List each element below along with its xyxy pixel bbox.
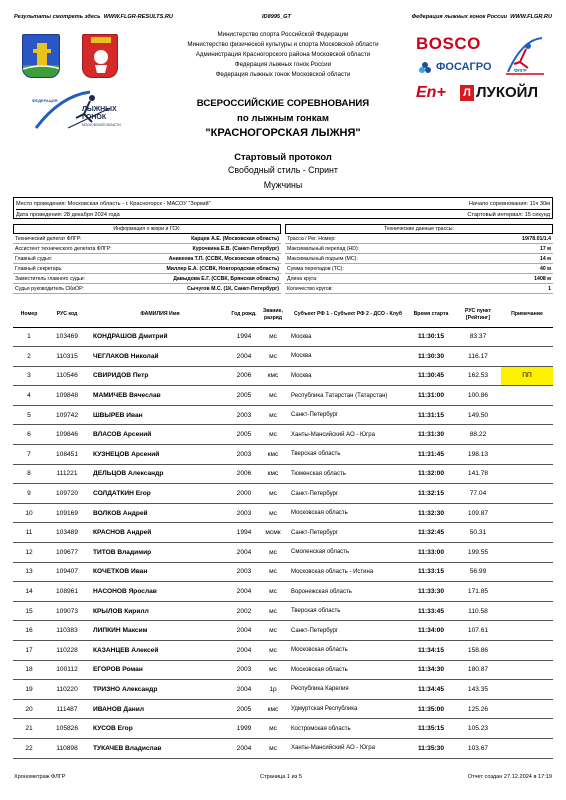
cell-rk: мс (257, 621, 289, 641)
track-header: Технические данные трассы: (285, 224, 553, 234)
cell-rk: мс (257, 562, 289, 582)
cell-name: ЕГОРОВ Роман (89, 660, 231, 680)
cell-reg: Москва (289, 366, 407, 386)
cell-p: 77.04 (455, 484, 501, 504)
jury-block (13, 224, 281, 294)
table-row (13, 405, 553, 425)
cell-rk: 1р (257, 680, 289, 700)
cell-rus: 108451 (45, 445, 89, 465)
cell-rus: 111487 (45, 699, 89, 719)
cell-reg: Московская область - Истина (289, 562, 407, 582)
cell-reg: Московская область (289, 503, 407, 523)
organizer-line: Министерство спорта Российской Федерации (217, 31, 349, 38)
cell-name: ВЛАСОВ Арсений (89, 425, 231, 445)
cell-n: 8 (13, 464, 45, 484)
cell-rk: кмс (257, 445, 289, 465)
cell-p: 100.86 (455, 386, 501, 406)
cell-note: ПП (501, 366, 553, 386)
jury-row: Судья руководитель СКиОР: Сычугов М.С. (1К, Санкт-Петербург) (15, 286, 279, 292)
cell-t: 11:31:30 (407, 425, 455, 445)
jury-row: Ассистент технического делегата ФЛГР: Курочкина Е.В. (Санкт-Петербург) (15, 246, 279, 252)
protocol-category: Мужчины (263, 180, 303, 190)
moscow-region-crest-logo (82, 34, 118, 78)
cell-note (501, 719, 553, 739)
cell-rk: кмс (257, 464, 289, 484)
col-header-year: Год рожд. (231, 303, 257, 327)
jury-row: Заместитель главного судьи: Давыдова Е.Г. (ССВК, Брянская область) (15, 276, 279, 282)
col-header-name: ФАМИЛИЯ Имя (89, 303, 231, 327)
cell-rus: 110228 (45, 641, 89, 661)
cell-t: 11:33:00 (407, 543, 455, 563)
cell-note (501, 405, 553, 425)
cell-rus: 109742 (45, 405, 89, 425)
table-row (13, 562, 553, 582)
cell-t: 11:34:15 (407, 641, 455, 661)
venue-date: Дата проведения: 28 декабря 2024 года (16, 212, 120, 218)
cell-p: 116.17 (455, 347, 501, 367)
cell-t: 11:31:15 (407, 405, 455, 425)
cell-note (501, 601, 553, 621)
cell-n: 17 (13, 641, 45, 661)
cell-yr: 2004 (231, 738, 257, 758)
track-row: Количество кругов: 1 (287, 286, 551, 292)
cell-rk: мс (257, 386, 289, 406)
cell-reg: Ханты-Мансийский АО - Югра (289, 738, 407, 758)
table-row (13, 464, 553, 484)
protocol-header (0, 150, 566, 193)
cell-rk: кмс (257, 366, 289, 386)
cell-p: 50.31 (455, 523, 501, 543)
cell-n: 18 (13, 660, 45, 680)
cell-name: КУЗНЕЦОВ Арсений (89, 445, 231, 465)
cell-reg: Московская область (289, 641, 407, 661)
cell-t: 11:32:15 (407, 484, 455, 504)
cell-yr: 2006 (231, 464, 257, 484)
cell-rus: 109677 (45, 543, 89, 563)
track-row: Максимальный перепад (HD): 17 м (287, 246, 551, 252)
cell-n: 9 (13, 484, 45, 504)
table-row (13, 641, 553, 661)
cell-yr: 2004 (231, 582, 257, 602)
track-row: Сумма перепадов (TC): 40 м (287, 266, 551, 272)
cell-n: 2 (13, 347, 45, 367)
cell-name: ЧЕГЛАКОВ Николай (89, 347, 231, 367)
cell-name: ДЕЛЬЦОВ Александр (89, 464, 231, 484)
competition-title: ВСЕРОССИЙСКИЕ СОРЕВНОВАНИЯ по лыжным гонкам "КРАСНОГОРСКАЯ ЛЫЖНЯ" (196, 98, 370, 139)
cell-rk: мс (257, 425, 289, 445)
table-row (13, 699, 553, 719)
table-row (13, 543, 553, 563)
cell-p: 180.87 (455, 660, 501, 680)
cell-t: 11:30:30 (407, 347, 455, 367)
track-row: Длина круга: 1408 м (287, 276, 551, 282)
table-row (13, 582, 553, 602)
cell-p: 109.87 (455, 503, 501, 523)
cell-note (501, 523, 553, 543)
cell-name: СВИРИДОВ Петр (89, 366, 231, 386)
cell-note (501, 562, 553, 582)
cell-p: 149.50 (455, 405, 501, 425)
cell-n: 21 (13, 719, 45, 739)
cell-reg: Московская область (289, 660, 407, 680)
table-row (13, 484, 553, 504)
cell-name: КОНДРАШОВ Дмитрий (89, 327, 231, 347)
cell-rus: 110220 (45, 680, 89, 700)
cell-t: 11:34:45 (407, 680, 455, 700)
cell-name: КАЗАНЦЕВ Алексей (89, 641, 231, 661)
en-plus-logo: En+ (416, 84, 446, 101)
cell-reg: Ханты-Мансийский АО - Югра (289, 425, 407, 445)
cell-t: 11:32:30 (407, 503, 455, 523)
cell-rus: 110315 (45, 347, 89, 367)
cell-note (501, 680, 553, 700)
start-time: Начало соревнования: 11ч 30м (468, 201, 550, 207)
cell-n: 14 (13, 582, 45, 602)
cell-n: 10 (13, 503, 45, 523)
cell-rus: 109073 (45, 601, 89, 621)
col-header-points: РУС пункт [Рейтинг] (455, 303, 501, 327)
cell-rk: мс (257, 484, 289, 504)
cell-rus: 109848 (45, 386, 89, 406)
cell-t: 11:33:30 (407, 582, 455, 602)
cell-reg: Тверская область (289, 601, 407, 621)
cell-t: 11:32:00 (407, 464, 455, 484)
cell-n: 15 (13, 601, 45, 621)
cell-name: ЛИПКИН Максим (89, 621, 231, 641)
cell-note (501, 621, 553, 641)
cell-n: 6 (13, 425, 45, 445)
cell-name: КОЧЕТКОВ Иван (89, 562, 231, 582)
cell-rus: 109407 (45, 562, 89, 582)
organizer-line: Министерство физической культуры и спорта Московской области (187, 41, 379, 48)
cell-yr: 2005 (231, 699, 257, 719)
track-block (285, 224, 553, 294)
cell-rk: мс (257, 660, 289, 680)
cell-n: 1 (13, 327, 45, 347)
cell-rk: мс (257, 582, 289, 602)
cell-n: 19 (13, 680, 45, 700)
cell-t: 11:32:45 (407, 523, 455, 543)
cell-yr: 2004 (231, 543, 257, 563)
cell-yr: 2003 (231, 445, 257, 465)
table-row (13, 621, 553, 641)
cell-t: 11:35:15 (407, 719, 455, 739)
cell-yr: 2003 (231, 503, 257, 523)
cell-name: КРАСНОВ Андрей (89, 523, 231, 543)
cell-rus: 108961 (45, 582, 89, 602)
footer-page-number: Страница 1 из 5 (260, 774, 302, 780)
cell-rus: 105826 (45, 719, 89, 739)
cell-n: 5 (13, 405, 45, 425)
footer-timing: Хронометраж ФЛГР (14, 774, 66, 780)
organizer-line: Федерация лыжных гонок Московской области (215, 71, 351, 78)
cell-note (501, 327, 553, 347)
cell-name: НАСОНОВ Ярослав (89, 582, 231, 602)
cell-rk: мс (257, 641, 289, 661)
table-row (13, 523, 553, 543)
cell-p: 56.99 (455, 562, 501, 582)
cell-rus: 109846 (45, 425, 89, 445)
cell-t: 11:30:45 (407, 366, 455, 386)
cell-n: 16 (13, 621, 45, 641)
cell-p: 162.53 (455, 366, 501, 386)
cell-n: 3 (13, 366, 45, 386)
start-list-table (13, 303, 553, 759)
cell-rus: 110383 (45, 621, 89, 641)
cell-yr: 2004 (231, 347, 257, 367)
cell-p: 105.23 (455, 719, 501, 739)
cell-rus: 110898 (45, 738, 89, 758)
table-row (13, 503, 553, 523)
cell-name: ТИТОВ Владимир (89, 543, 231, 563)
cell-note (501, 738, 553, 758)
cell-rus: 110546 (45, 366, 89, 386)
col-header-number: Номер (13, 303, 45, 327)
cell-p: 198.13 (455, 445, 501, 465)
cell-t: 11:33:15 (407, 562, 455, 582)
cell-p: 88.22 (455, 425, 501, 445)
federation-url[interactable]: WWW.FLGR.RU (510, 14, 552, 20)
cell-reg: Санкт-Петербург (289, 523, 407, 543)
cell-name: МАМИЧЕВ Вячеслав (89, 386, 231, 406)
cell-rus: 111221 (45, 464, 89, 484)
cell-yr: 2004 (231, 680, 257, 700)
cell-yr: 1999 (231, 719, 257, 739)
cell-t: 11:35:00 (407, 699, 455, 719)
federation-link-text: Федерация лыжных гонок России WWW.FLGR.RU (411, 14, 552, 20)
col-header-rank: Звание, разряд (257, 303, 289, 327)
cell-p: 110.58 (455, 601, 501, 621)
cell-reg: Санкт-Петербург (289, 405, 407, 425)
cell-name: ТУКАЧЕВ Владислав (89, 738, 231, 758)
bosco-logo: BOSCO (416, 34, 481, 53)
cell-t: 11:33:45 (407, 601, 455, 621)
cell-p: 83.37 (455, 327, 501, 347)
table-row (13, 347, 553, 367)
cell-reg: Воронежская область (289, 582, 407, 602)
cell-reg: Тверская область (289, 445, 407, 465)
cell-rk: мсмк (257, 523, 289, 543)
cell-rus: 109720 (45, 484, 89, 504)
cell-reg: Смоленская область (289, 543, 407, 563)
organizers-block (140, 30, 426, 80)
cell-yr: 2003 (231, 562, 257, 582)
cell-rk: мс (257, 719, 289, 739)
cell-note (501, 543, 553, 563)
cell-rk: кмс (257, 699, 289, 719)
cell-p: 103.67 (455, 738, 501, 758)
cell-note (501, 660, 553, 680)
cell-p: 171.85 (455, 582, 501, 602)
cell-rk: мс (257, 543, 289, 563)
cell-note (501, 699, 553, 719)
cell-note (501, 484, 553, 504)
cell-name: ТРИЗНО Александр (89, 680, 231, 700)
cell-n: 22 (13, 738, 45, 758)
cell-p: 143.35 (455, 680, 501, 700)
cell-yr: 2003 (231, 405, 257, 425)
cell-note (501, 464, 553, 484)
krasnogorsk-crest-logo (22, 34, 60, 78)
cell-yr: 1994 (231, 327, 257, 347)
cell-note (501, 425, 553, 445)
cell-yr: 2004 (231, 621, 257, 641)
cell-name: СОЛДАТКИН Егор (89, 484, 231, 504)
cell-rk: мс (257, 738, 289, 758)
cell-n: 13 (13, 562, 45, 582)
cell-rk: мс (257, 347, 289, 367)
protocol-discipline: Свободный стиль - Спринт (228, 165, 338, 175)
cell-yr: 2002 (231, 601, 257, 621)
table-row (13, 719, 553, 739)
cell-reg: Тюменская область (289, 464, 407, 484)
results-url[interactable]: WWW.FLGR-RESULTS.RU (103, 14, 173, 20)
cell-p: 158.86 (455, 641, 501, 661)
cell-t: 11:34:00 (407, 621, 455, 641)
jury-row: Главный секретарь: Миллер Е.А. (ССВК, Новгородская область) (15, 266, 279, 272)
cell-yr: 2005 (231, 425, 257, 445)
cell-name: ШВЫРЕВ Иван (89, 405, 231, 425)
cell-rk: мс (257, 503, 289, 523)
col-header-start-time: Время старта (407, 303, 455, 327)
top-bar (14, 14, 552, 24)
cell-reg: Москва (289, 327, 407, 347)
cell-yr: 2000 (231, 484, 257, 504)
start-interval: Стартовый интервал: 15 секунд (467, 212, 550, 218)
cell-n: 20 (13, 699, 45, 719)
col-header-region: Субъект РФ 1 - Субъект РФ 2 - ДСО - Клуб (289, 303, 407, 327)
cell-rus: 109169 (45, 503, 89, 523)
table-row (13, 660, 553, 680)
ski-federation-logo: ФЕДЕРАЦИЯ ЛЫЖНЫХ ГОНОК МОСКОВСКОЙ ОБЛАСТИ (30, 88, 122, 136)
cell-rk: мс (257, 327, 289, 347)
cell-p: 199.55 (455, 543, 501, 563)
cell-name: КУСОВ Егор (89, 719, 231, 739)
venue-place: Место проведения: Московская область - г. Красногорск - МАСОУ "Зоркий" (16, 201, 211, 207)
cell-t: 11:35:30 (407, 738, 455, 758)
track-row: Максимальный подъем (MC): 14 м (287, 256, 551, 262)
cell-note (501, 582, 553, 602)
cell-reg: Санкт-Петербург (289, 484, 407, 504)
cell-rus: 103489 (45, 523, 89, 543)
cell-p: 141.78 (455, 464, 501, 484)
track-row: Трасса / Рег. Номер: 19/78.01/1.4 (287, 236, 551, 242)
flgr-logo: ФЛГР (502, 34, 548, 78)
cell-p: 125.26 (455, 699, 501, 719)
cell-name: КРЫЛОВ Кирилл (89, 601, 231, 621)
table-row (13, 680, 553, 700)
jury-row: Главный судья: Аникеева Т.П. (ССВК, Московская область) (15, 256, 279, 262)
cell-yr: 1994 (231, 523, 257, 543)
lukoil-logo: Л ЛУКОЙЛ (460, 84, 552, 104)
cell-note (501, 503, 553, 523)
jury-row: Технический делегат ФЛГР: Карцев А.Е. (Московская область) (15, 236, 279, 242)
cell-note (501, 347, 553, 367)
cell-yr: 2004 (231, 641, 257, 661)
cell-note (501, 641, 553, 661)
table-row (13, 327, 553, 347)
footer-created: Отчет создан 27.12.2024 в 17:19 (467, 774, 552, 780)
cell-n: 11 (13, 523, 45, 543)
table-row (13, 601, 553, 621)
table-row (13, 386, 553, 406)
cell-reg: Москва (289, 347, 407, 367)
organizer-line: Федерация лыжных гонок России (234, 61, 332, 68)
cell-n: 12 (13, 543, 45, 563)
cell-reg: Республика Карелия (289, 680, 407, 700)
phosagro-logo: ФОСАГРО (416, 60, 506, 76)
cell-yr: 2005 (231, 386, 257, 406)
cell-yr: 2006 (231, 366, 257, 386)
cell-note (501, 386, 553, 406)
cell-n: 7 (13, 445, 45, 465)
table-row (13, 445, 553, 465)
cell-rus: 100112 (45, 660, 89, 680)
cell-t: 11:30:15 (407, 327, 455, 347)
cell-name: ИВАНОВ Данил (89, 699, 231, 719)
cell-reg: Республика Татарстан (Татарстан) (289, 386, 407, 406)
results-link-text: Результаты смотреть здесь WWW.FLGR-RESULTS.RU (14, 14, 173, 20)
cell-t: 11:34:30 (407, 660, 455, 680)
col-header-rus-code: РУС код (45, 303, 89, 327)
cell-reg: Костромская область (289, 719, 407, 739)
cell-t: 11:31:45 (407, 445, 455, 465)
table-header-row (13, 303, 553, 327)
table-row (13, 425, 553, 445)
cell-reg: Удмуртская Республика (289, 699, 407, 719)
document-id: ID8995_GT (262, 14, 291, 20)
cell-note (501, 445, 553, 465)
cell-reg: Санкт-Петербург (289, 621, 407, 641)
table-row (13, 366, 553, 386)
cell-name: ВОЛКОВ Андрей (89, 503, 231, 523)
organizer-line: Администрация Красногорского района Московской области (195, 51, 371, 58)
table-row (13, 738, 553, 758)
cell-t: 11:31:00 (407, 386, 455, 406)
col-header-note: Примечание (501, 303, 553, 327)
cell-rk: мс (257, 405, 289, 425)
jury-header: Информация о жюри и ГСК: (13, 224, 281, 234)
cell-n: 4 (13, 386, 45, 406)
cell-yr: 2003 (231, 660, 257, 680)
cell-p: 107.61 (455, 621, 501, 641)
venue-box (13, 197, 553, 219)
cell-rk: мс (257, 601, 289, 621)
cell-rus: 103469 (45, 327, 89, 347)
protocol-title: Стартовый протокол (234, 151, 332, 162)
